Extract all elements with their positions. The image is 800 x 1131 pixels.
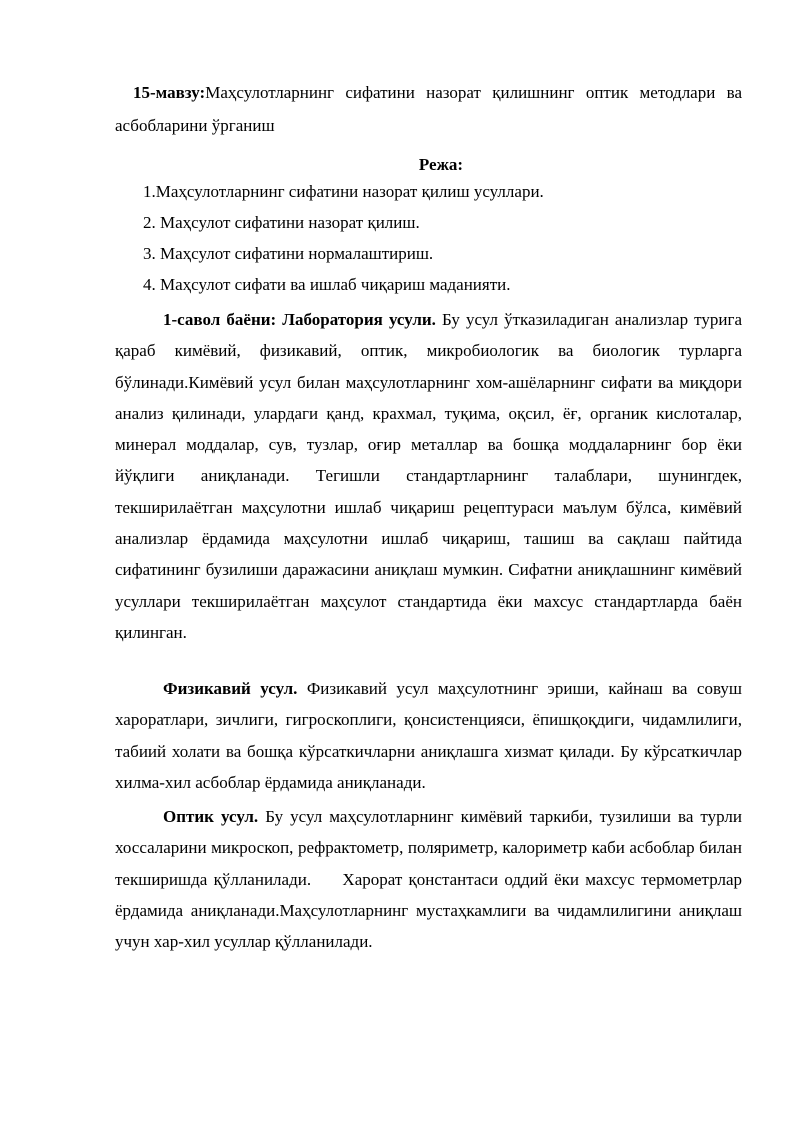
plan-item: 3. Маҳсулот сифатини нормалаштириш. <box>143 244 434 263</box>
plan-item: 4. Маҳсулот сифати ва ишлаб чиқариш маданияти. <box>143 275 511 294</box>
lab-method-heading: 1-савол баёни: Лаборатория усули. <box>163 310 436 329</box>
plan-item: 2. Маҳсулот сифатини назорат қилиш. <box>143 213 420 232</box>
physical-method-text: Физикавий усул маҳсулотнинг эриши, кайнаш ва совуш хароратлари, зичлиги, гигроскоплиги, қонсистенцияси, ёпишқоқдиги, чидамлилиги, табиий холати ва бошқа кўрсаткичларни аниқлашга хизмат қилади. Бу кўрсаткичлар хилма-хил асбоблар ёрдамида аниқланади. <box>115 679 742 792</box>
topic-title: Маҳсулотларнинг сифатини назорат қилишнинг оптик методлари ва асбобларини ўрганиш <box>115 83 742 135</box>
physical-method-heading: Физикавий усул. <box>163 679 298 698</box>
optical-method-text: Бу усул маҳсулотларнинг кимёвий таркиби, тузилиши ва турли хоссаларини микроскоп, рефрактометр, поляриметр, калориметр каби асбоблар билан текширишда қўлланилади. Харорат қонстантаси оддий ёки махсус термометрлар ёрдамида аниқланади.Маҳсулотларнинг мустаҳкамлиги ва чидамлилигини аниқлаш учун хар-хил усуллар қўлланилади. <box>115 807 747 952</box>
plan-list <box>143 176 544 300</box>
plan-title: Режа: <box>418 155 464 174</box>
lab-method-text: Бу усул ўтказиладиган анализлар турига қараб кимёвий, физикавий, оптик, микробиологик ва биологик турларга бўлинади.Кимёвий усул билан маҳсулотларнинг хом-ашёларнинг сифати ва миқдори анализ қилинади, улардаги қанд, крахмал, туқима, оқсил, ёғ, органик кислоталар, минерал моддалар, сув, тузлар, оғир металлар ва бошқа моддаларнинг бор ёки йўқлиги аниқланади. Тегишли стандартларнинг талаблари, шунингдек, текширилаётган маҳсулотни ишлаб чиқариш рецептураси маълум бўлса, кимёвий анализлар ёрдамида маҳсулотни ишлаб чиқариш, ташиш ва сақлаш пайтида сифатининг бузилиши даражасини аниқлаш мумкин. Сифатни аниқлашнинг кимёвий усуллари текширилаётган маҳсулот стандартида ёки махсус стандартларда баён қилинган. <box>115 310 743 642</box>
topic-heading <box>115 76 742 142</box>
lab-method-paragraph <box>115 304 742 648</box>
optical-method-heading: Оптик усул. <box>163 807 259 826</box>
optical-method-paragraph <box>115 801 747 957</box>
physical-method-paragraph <box>115 673 742 798</box>
plan-item: 1.Маҳсулотларнинг сифатини назорат қилиш усуллари. <box>143 182 544 201</box>
topic-number: 15-мавзу: <box>133 83 206 102</box>
